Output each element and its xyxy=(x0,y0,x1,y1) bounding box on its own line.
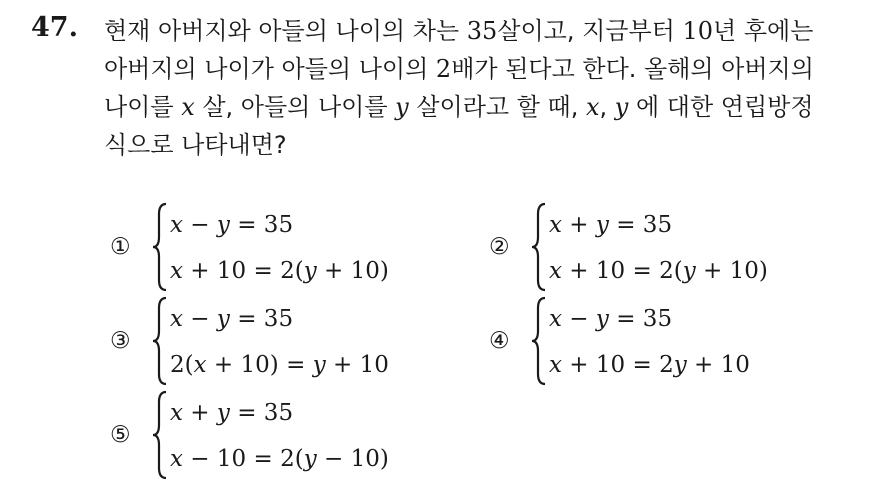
stem-text: 배가 된다고 한다. 올해의 아버지의 xyxy=(451,55,814,83)
stem-text: 나이를 xyxy=(104,93,182,121)
stem-text: , xyxy=(599,93,615,121)
stem-number: 35 xyxy=(466,17,498,45)
question-stem xyxy=(104,12,874,164)
stem-number: 2 xyxy=(435,55,452,83)
choice-number: ⑤ xyxy=(110,422,131,448)
brace-icon xyxy=(529,202,549,292)
stem-variable: x xyxy=(181,93,195,121)
choice-3[interactable] xyxy=(110,296,450,388)
choice-number: ① xyxy=(110,234,131,260)
stem-variable: y xyxy=(614,93,629,121)
stem-line-4 xyxy=(104,126,874,164)
choice-number: ④ xyxy=(489,328,510,354)
equation-2: 2(x + 10) = y + 10 xyxy=(170,352,389,378)
equation-1: x − y = 35 xyxy=(170,212,294,238)
choice-2[interactable] xyxy=(489,202,829,294)
brace-icon xyxy=(529,296,549,386)
stem-number: 10 xyxy=(682,17,714,45)
stem-text: 살이고, 지금부터 xyxy=(497,17,683,45)
choice-4[interactable] xyxy=(489,296,829,388)
stem-variable: x xyxy=(585,93,600,121)
stem-text: 년 후에는 xyxy=(713,17,814,45)
choice-number: ② xyxy=(489,234,510,260)
question-number: 47. xyxy=(31,12,78,43)
choice-5[interactable] xyxy=(110,390,450,482)
brace-icon xyxy=(150,390,170,480)
equation-2: x + 10 = 2(y + 10) xyxy=(170,258,389,284)
stem-line-2 xyxy=(104,50,874,88)
stem-text: 에 대한 연립방정 xyxy=(628,93,814,121)
stem-line-3 xyxy=(104,88,874,126)
equation-1: x + y = 35 xyxy=(170,400,294,426)
equation-1: x − y = 35 xyxy=(170,306,294,332)
stem-text: 식으로 나타내면? xyxy=(104,131,287,159)
stem-text: 현재 아버지와 아들의 나이의 차는 xyxy=(104,17,467,45)
stem-text: 살이라고 할 때, xyxy=(408,93,586,121)
stem-variable: y xyxy=(395,93,409,121)
equation-2: x + 10 = 2(y + 10) xyxy=(549,258,768,284)
stem-text: 살, 아들의 나이를 xyxy=(194,93,396,121)
equation-1: x − y = 35 xyxy=(549,306,673,332)
choice-1[interactable] xyxy=(110,202,450,294)
equation-2: x − 10 = 2(y − 10) xyxy=(170,446,389,472)
stem-text: 아버지의 나이가 아들의 나이의 xyxy=(104,55,436,83)
choice-number: ③ xyxy=(110,328,131,354)
brace-icon xyxy=(150,202,170,292)
brace-icon xyxy=(150,296,170,386)
stem-line-1 xyxy=(104,12,874,50)
equation-2: x + 10 = 2y + 10 xyxy=(549,352,750,378)
equation-1: x + y = 35 xyxy=(549,212,673,238)
